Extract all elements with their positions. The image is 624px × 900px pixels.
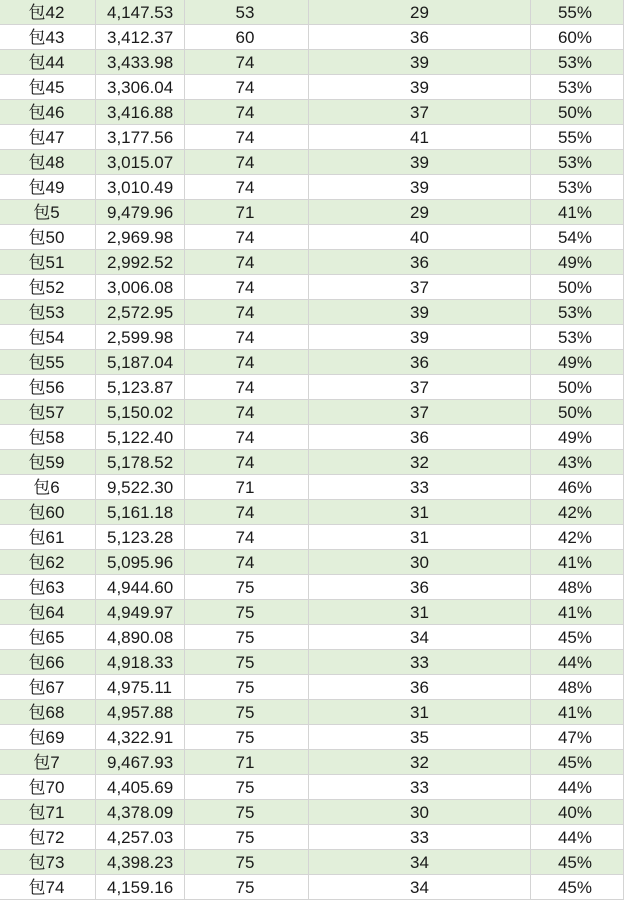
cell-subcount[interactable]: 40: [309, 225, 531, 249]
cell-subcount[interactable]: 31: [309, 525, 531, 549]
cell-percent[interactable]: 43%: [531, 450, 624, 474]
cell-count[interactable]: 74: [185, 525, 309, 549]
cell-value[interactable]: 4,949.97: [96, 600, 185, 624]
cell-package-name[interactable]: 包59: [0, 450, 96, 474]
cell-percent[interactable]: 54%: [531, 225, 624, 249]
cell-subcount[interactable]: 37: [309, 100, 531, 124]
table-row[interactable]: [0, 575, 624, 600]
cell-percent[interactable]: 48%: [531, 675, 624, 699]
cell-percent[interactable]: 53%: [531, 300, 624, 324]
table-row[interactable]: [0, 150, 624, 175]
cell-count[interactable]: 74: [185, 75, 309, 99]
table-row[interactable]: [0, 125, 624, 150]
cell-count[interactable]: 53: [185, 0, 309, 24]
cell-subcount[interactable]: 35: [309, 725, 531, 749]
cell-percent[interactable]: 41%: [531, 550, 624, 574]
cell-count[interactable]: 60: [185, 25, 309, 49]
cell-count[interactable]: 74: [185, 275, 309, 299]
cell-package-name[interactable]: 包56: [0, 375, 96, 399]
cell-package-name[interactable]: 包74: [0, 875, 96, 899]
cell-package-name[interactable]: 包68: [0, 700, 96, 724]
cell-package-name[interactable]: 包45: [0, 75, 96, 99]
cell-package-name[interactable]: 包58: [0, 425, 96, 449]
cell-subcount[interactable]: 39: [309, 300, 531, 324]
table-row[interactable]: [0, 225, 624, 250]
table-row[interactable]: [0, 475, 624, 500]
cell-percent[interactable]: 42%: [531, 500, 624, 524]
table-row[interactable]: [0, 300, 624, 325]
cell-value[interactable]: 5,178.52: [96, 450, 185, 474]
cell-subcount[interactable]: 37: [309, 375, 531, 399]
cell-value[interactable]: 4,918.33: [96, 650, 185, 674]
cell-percent[interactable]: 55%: [531, 125, 624, 149]
cell-count[interactable]: 75: [185, 625, 309, 649]
cell-value[interactable]: 2,992.52: [96, 250, 185, 274]
cell-value[interactable]: 4,944.60: [96, 575, 185, 599]
cell-value[interactable]: 4,890.08: [96, 625, 185, 649]
cell-count[interactable]: 74: [185, 400, 309, 424]
cell-count[interactable]: 74: [185, 350, 309, 374]
cell-value[interactable]: 3,412.37: [96, 25, 185, 49]
cell-value[interactable]: 5,123.87: [96, 375, 185, 399]
cell-subcount[interactable]: 39: [309, 175, 531, 199]
cell-percent[interactable]: 45%: [531, 850, 624, 874]
cell-percent[interactable]: 45%: [531, 625, 624, 649]
cell-value[interactable]: 3,010.49: [96, 175, 185, 199]
cell-percent[interactable]: 55%: [531, 0, 624, 24]
table-row[interactable]: [0, 675, 624, 700]
table-row[interactable]: [0, 875, 624, 900]
table-row[interactable]: [0, 600, 624, 625]
cell-value[interactable]: 4,957.88: [96, 700, 185, 724]
cell-subcount[interactable]: 33: [309, 650, 531, 674]
cell-count[interactable]: 74: [185, 425, 309, 449]
cell-package-name[interactable]: 包69: [0, 725, 96, 749]
cell-value[interactable]: 4,159.16: [96, 875, 185, 899]
table-row[interactable]: [0, 750, 624, 775]
cell-subcount[interactable]: 34: [309, 850, 531, 874]
cell-subcount[interactable]: 36: [309, 25, 531, 49]
table-row[interactable]: [0, 425, 624, 450]
cell-count[interactable]: 75: [185, 875, 309, 899]
cell-package-name[interactable]: 包55: [0, 350, 96, 374]
cell-count[interactable]: 75: [185, 850, 309, 874]
cell-count[interactable]: 74: [185, 375, 309, 399]
cell-subcount[interactable]: 33: [309, 825, 531, 849]
cell-count[interactable]: 74: [185, 150, 309, 174]
cell-subcount[interactable]: 39: [309, 50, 531, 74]
cell-count[interactable]: 74: [185, 50, 309, 74]
cell-value[interactable]: 3,006.08: [96, 275, 185, 299]
cell-package-name[interactable]: 包62: [0, 550, 96, 574]
cell-value[interactable]: 5,095.96: [96, 550, 185, 574]
cell-value[interactable]: 4,322.91: [96, 725, 185, 749]
table-row[interactable]: [0, 25, 624, 50]
cell-count[interactable]: 71: [185, 200, 309, 224]
cell-percent[interactable]: 46%: [531, 475, 624, 499]
cell-package-name[interactable]: 包42: [0, 0, 96, 24]
cell-percent[interactable]: 50%: [531, 375, 624, 399]
cell-value[interactable]: 5,161.18: [96, 500, 185, 524]
cell-package-name[interactable]: 包50: [0, 225, 96, 249]
cell-count[interactable]: 74: [185, 325, 309, 349]
cell-package-name[interactable]: 包53: [0, 300, 96, 324]
cell-value[interactable]: 4,398.23: [96, 850, 185, 874]
table-row[interactable]: [0, 100, 624, 125]
cell-percent[interactable]: 48%: [531, 575, 624, 599]
table-row[interactable]: [0, 725, 624, 750]
cell-subcount[interactable]: 39: [309, 150, 531, 174]
table-row[interactable]: [0, 250, 624, 275]
cell-percent[interactable]: 40%: [531, 800, 624, 824]
cell-package-name[interactable]: 包60: [0, 500, 96, 524]
cell-percent[interactable]: 53%: [531, 50, 624, 74]
cell-package-name[interactable]: 包49: [0, 175, 96, 199]
cell-subcount[interactable]: 37: [309, 400, 531, 424]
cell-subcount[interactable]: 29: [309, 200, 531, 224]
cell-count[interactable]: 74: [185, 450, 309, 474]
table-row[interactable]: [0, 400, 624, 425]
cell-percent[interactable]: 50%: [531, 275, 624, 299]
cell-count[interactable]: 75: [185, 800, 309, 824]
cell-package-name[interactable]: 包44: [0, 50, 96, 74]
cell-package-name[interactable]: 包61: [0, 525, 96, 549]
table-row[interactable]: [0, 350, 624, 375]
cell-package-name[interactable]: 包6: [0, 475, 96, 499]
cell-value[interactable]: 2,572.95: [96, 300, 185, 324]
cell-subcount[interactable]: 30: [309, 550, 531, 574]
cell-count[interactable]: 74: [185, 225, 309, 249]
cell-subcount[interactable]: 37: [309, 275, 531, 299]
cell-percent[interactable]: 50%: [531, 400, 624, 424]
cell-percent[interactable]: 49%: [531, 425, 624, 449]
cell-count[interactable]: 74: [185, 100, 309, 124]
cell-percent[interactable]: 49%: [531, 350, 624, 374]
cell-percent[interactable]: 41%: [531, 700, 624, 724]
table-row[interactable]: [0, 450, 624, 475]
cell-value[interactable]: 3,015.07: [96, 150, 185, 174]
cell-count[interactable]: 75: [185, 825, 309, 849]
table-row[interactable]: [0, 275, 624, 300]
cell-package-name[interactable]: 包57: [0, 400, 96, 424]
cell-count[interactable]: 75: [185, 600, 309, 624]
cell-package-name[interactable]: 包7: [0, 750, 96, 774]
cell-package-name[interactable]: 包51: [0, 250, 96, 274]
cell-package-name[interactable]: 包66: [0, 650, 96, 674]
cell-count[interactable]: 75: [185, 775, 309, 799]
cell-percent[interactable]: 41%: [531, 200, 624, 224]
table-row[interactable]: [0, 75, 624, 100]
cell-value[interactable]: 9,467.93: [96, 750, 185, 774]
cell-subcount[interactable]: 36: [309, 250, 531, 274]
cell-count[interactable]: 71: [185, 750, 309, 774]
cell-subcount[interactable]: 36: [309, 575, 531, 599]
table-row[interactable]: [0, 800, 624, 825]
cell-percent[interactable]: 45%: [531, 875, 624, 899]
cell-subcount[interactable]: 36: [309, 425, 531, 449]
cell-count[interactable]: 74: [185, 300, 309, 324]
cell-subcount[interactable]: 31: [309, 600, 531, 624]
cell-count[interactable]: 74: [185, 175, 309, 199]
table-row[interactable]: [0, 825, 624, 850]
cell-percent[interactable]: 53%: [531, 75, 624, 99]
table-row[interactable]: [0, 50, 624, 75]
table-row[interactable]: [0, 775, 624, 800]
cell-percent[interactable]: 47%: [531, 725, 624, 749]
cell-package-name[interactable]: 包47: [0, 125, 96, 149]
cell-package-name[interactable]: 包70: [0, 775, 96, 799]
cell-subcount[interactable]: 33: [309, 775, 531, 799]
cell-percent[interactable]: 53%: [531, 150, 624, 174]
cell-subcount[interactable]: 32: [309, 750, 531, 774]
cell-package-name[interactable]: 包72: [0, 825, 96, 849]
cell-value[interactable]: 2,599.98: [96, 325, 185, 349]
cell-percent[interactable]: 44%: [531, 650, 624, 674]
table-row[interactable]: [0, 500, 624, 525]
table-row[interactable]: [0, 0, 624, 25]
table-row[interactable]: [0, 375, 624, 400]
cell-value[interactable]: 9,522.30: [96, 475, 185, 499]
cell-value[interactable]: 3,433.98: [96, 50, 185, 74]
cell-value[interactable]: 5,187.04: [96, 350, 185, 374]
cell-value[interactable]: 5,123.28: [96, 525, 185, 549]
cell-package-name[interactable]: 包52: [0, 275, 96, 299]
table-row[interactable]: [0, 700, 624, 725]
cell-package-name[interactable]: 包5: [0, 200, 96, 224]
cell-count[interactable]: 75: [185, 675, 309, 699]
cell-count[interactable]: 75: [185, 725, 309, 749]
cell-count[interactable]: 71: [185, 475, 309, 499]
cell-percent[interactable]: 42%: [531, 525, 624, 549]
cell-subcount[interactable]: 34: [309, 625, 531, 649]
cell-subcount[interactable]: 33: [309, 475, 531, 499]
cell-percent[interactable]: 44%: [531, 775, 624, 799]
table-row[interactable]: [0, 175, 624, 200]
cell-percent[interactable]: 44%: [531, 825, 624, 849]
cell-percent[interactable]: 41%: [531, 600, 624, 624]
cell-subcount[interactable]: 34: [309, 875, 531, 899]
cell-package-name[interactable]: 包43: [0, 25, 96, 49]
cell-percent[interactable]: 50%: [531, 100, 624, 124]
cell-value[interactable]: 3,416.88: [96, 100, 185, 124]
table-row[interactable]: [0, 200, 624, 225]
table-row[interactable]: [0, 525, 624, 550]
cell-value[interactable]: 4,975.11: [96, 675, 185, 699]
cell-count[interactable]: 75: [185, 650, 309, 674]
cell-value[interactable]: 5,122.40: [96, 425, 185, 449]
cell-package-name[interactable]: 包46: [0, 100, 96, 124]
table-row[interactable]: [0, 650, 624, 675]
cell-value[interactable]: 3,177.56: [96, 125, 185, 149]
cell-subcount[interactable]: 31: [309, 700, 531, 724]
cell-value[interactable]: 5,150.02: [96, 400, 185, 424]
cell-package-name[interactable]: 包67: [0, 675, 96, 699]
table-row[interactable]: [0, 550, 624, 575]
cell-count[interactable]: 75: [185, 700, 309, 724]
cell-percent[interactable]: 49%: [531, 250, 624, 274]
cell-package-name[interactable]: 包63: [0, 575, 96, 599]
cell-count[interactable]: 75: [185, 575, 309, 599]
cell-count[interactable]: 74: [185, 125, 309, 149]
cell-value[interactable]: 4,378.09: [96, 800, 185, 824]
cell-count[interactable]: 74: [185, 550, 309, 574]
cell-package-name[interactable]: 包73: [0, 850, 96, 874]
cell-subcount[interactable]: 31: [309, 500, 531, 524]
cell-value[interactable]: 4,257.03: [96, 825, 185, 849]
cell-value[interactable]: 2,969.98: [96, 225, 185, 249]
cell-value[interactable]: 4,405.69: [96, 775, 185, 799]
cell-subcount[interactable]: 36: [309, 350, 531, 374]
cell-subcount[interactable]: 39: [309, 325, 531, 349]
cell-package-name[interactable]: 包48: [0, 150, 96, 174]
cell-value[interactable]: 9,479.96: [96, 200, 185, 224]
cell-subcount[interactable]: 29: [309, 0, 531, 24]
cell-percent[interactable]: 53%: [531, 175, 624, 199]
cell-percent[interactable]: 53%: [531, 325, 624, 349]
table-row[interactable]: [0, 850, 624, 875]
cell-package-name[interactable]: 包54: [0, 325, 96, 349]
cell-percent[interactable]: 60%: [531, 25, 624, 49]
table-row[interactable]: [0, 625, 624, 650]
table-row[interactable]: [0, 325, 624, 350]
cell-package-name[interactable]: 包65: [0, 625, 96, 649]
cell-subcount[interactable]: 32: [309, 450, 531, 474]
cell-count[interactable]: 74: [185, 500, 309, 524]
cell-value[interactable]: 4,147.53: [96, 0, 185, 24]
cell-subcount[interactable]: 30: [309, 800, 531, 824]
cell-subcount[interactable]: 36: [309, 675, 531, 699]
cell-subcount[interactable]: 41: [309, 125, 531, 149]
cell-count[interactable]: 74: [185, 250, 309, 274]
cell-percent[interactable]: 45%: [531, 750, 624, 774]
cell-package-name[interactable]: 包71: [0, 800, 96, 824]
cell-package-name[interactable]: 包64: [0, 600, 96, 624]
cell-value[interactable]: 3,306.04: [96, 75, 185, 99]
cell-subcount[interactable]: 39: [309, 75, 531, 99]
